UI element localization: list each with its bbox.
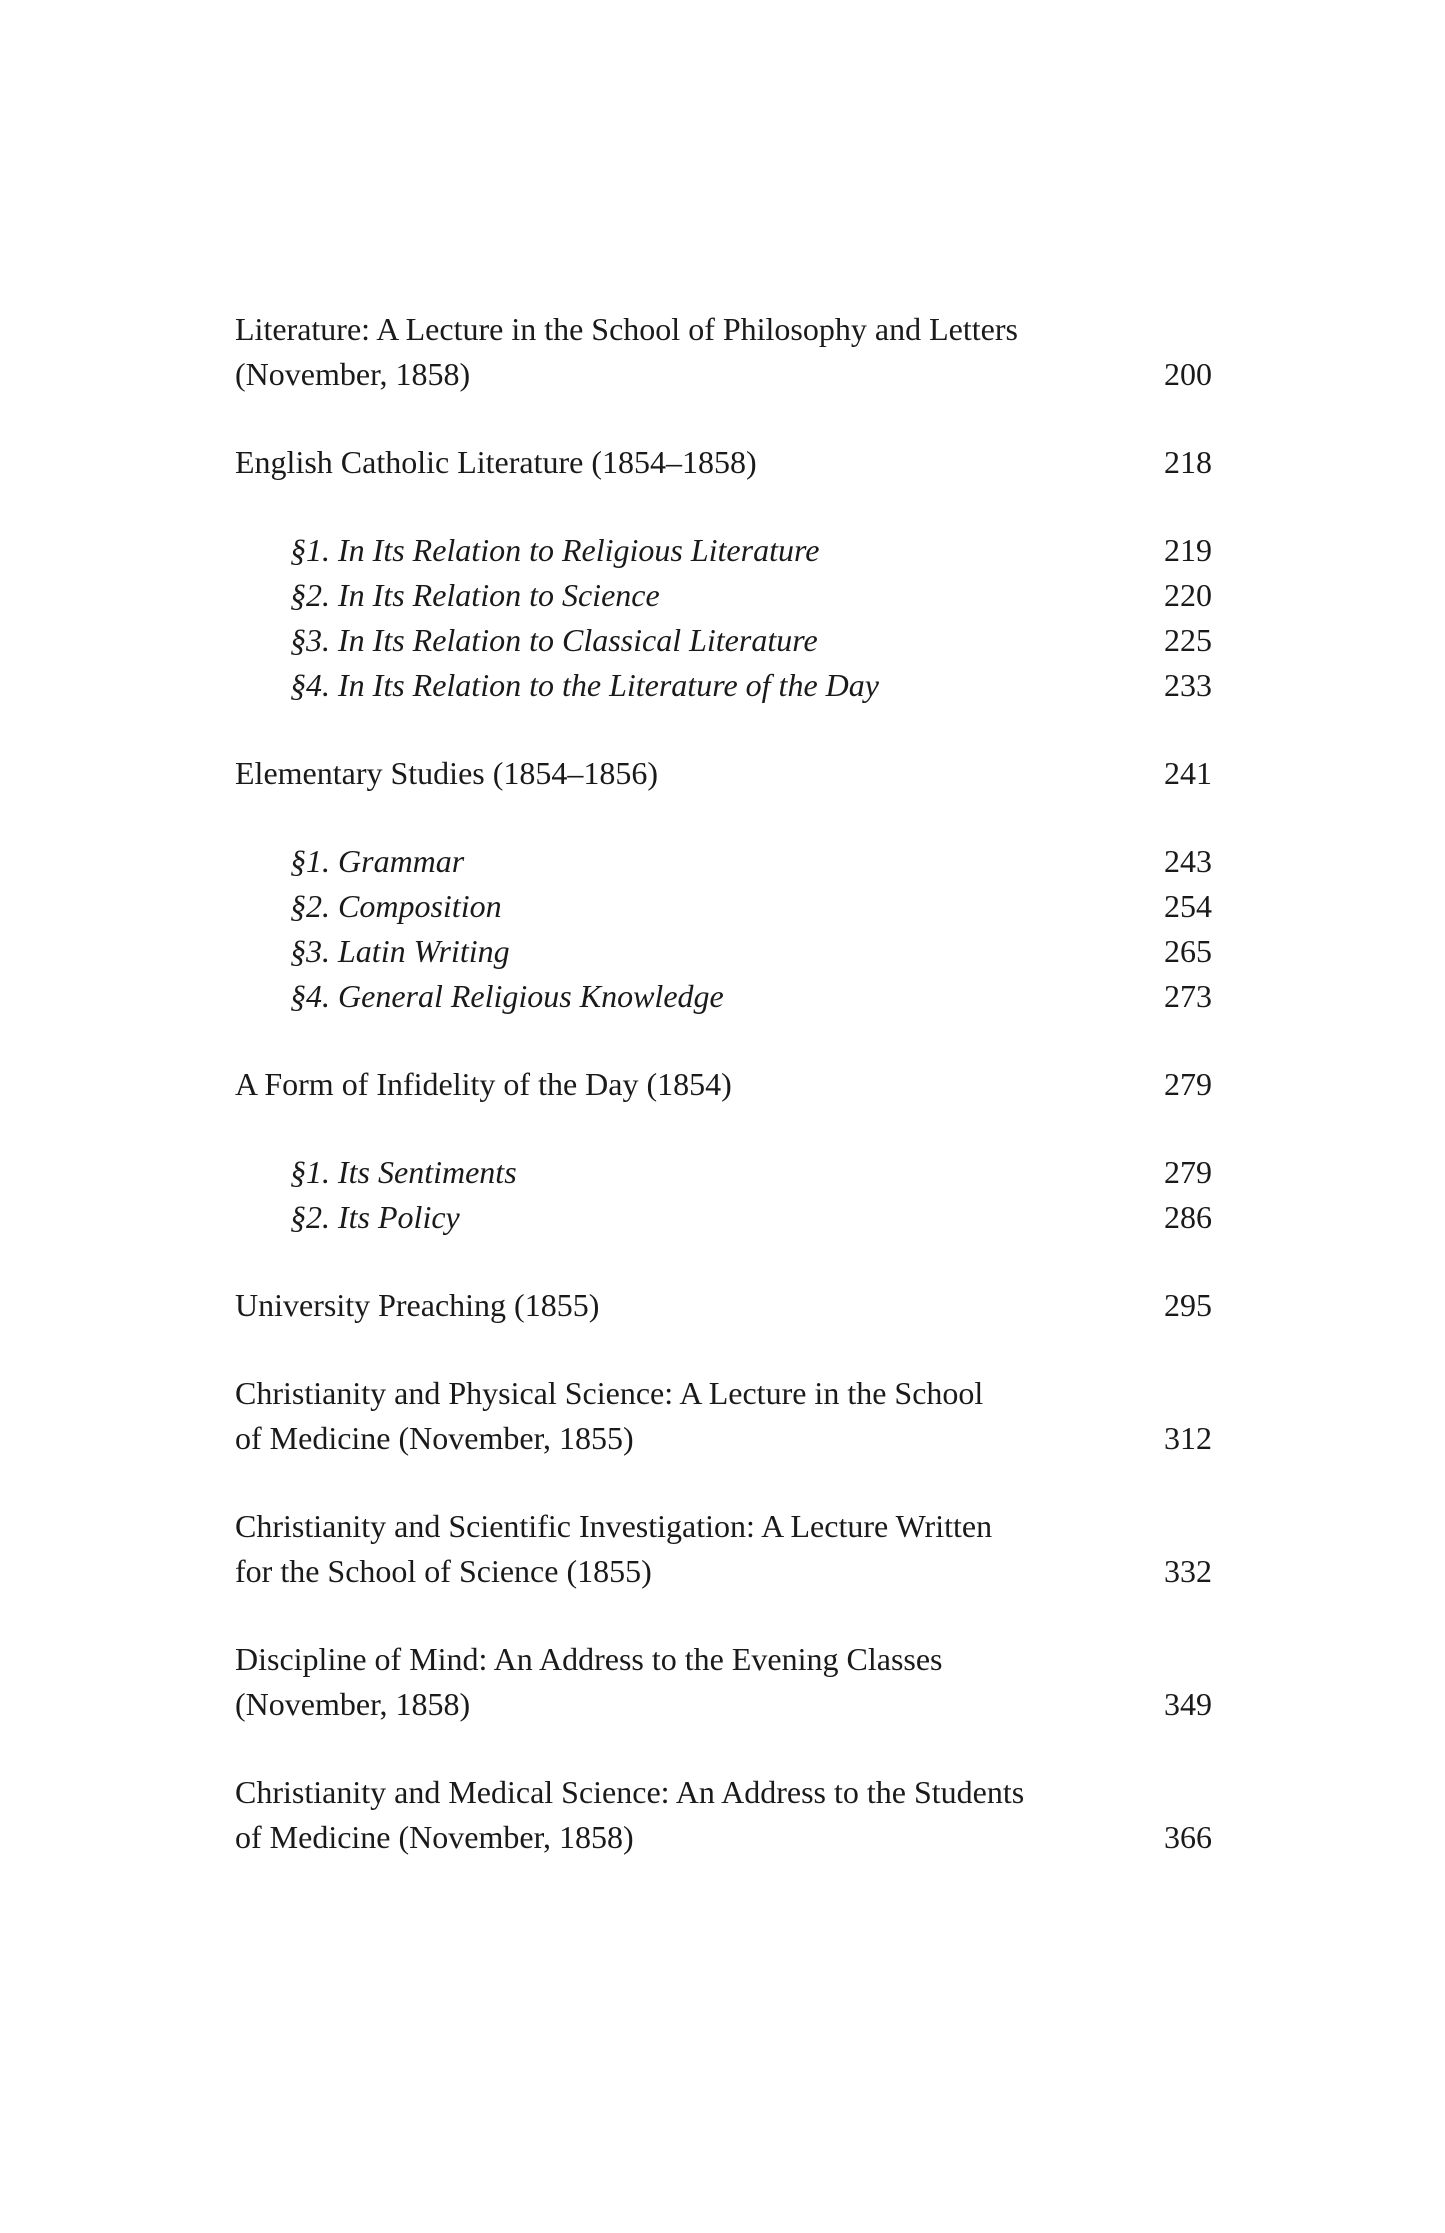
toc-entry-section	[235, 573, 1212, 618]
toc-entry-section	[235, 1150, 1212, 1195]
entry-title-line: Discipline of Mind: An Address to the Evening Classes	[235, 1641, 943, 1677]
page-number: 254	[1164, 888, 1212, 924]
entry-title-line: Literature: A Lecture in the School of Philosophy and Letters	[235, 311, 1018, 347]
entry-title	[235, 929, 1132, 974]
toc-entry-section	[235, 1195, 1212, 1240]
entry-title	[235, 1371, 1132, 1461]
entry-title	[235, 1062, 1132, 1107]
entry-title	[235, 1283, 1132, 1328]
toc-entry-chapter	[235, 1371, 1212, 1461]
toc-entry-chapter	[235, 751, 1212, 796]
page-number: 225	[1164, 622, 1212, 658]
table-of-contents	[235, 307, 1212, 1860]
entry-title-line: of Medicine (November, 1855)	[235, 1420, 634, 1456]
page-number: 218	[1164, 444, 1212, 480]
entry-title	[235, 573, 1132, 618]
entry-title	[235, 884, 1132, 929]
entry-title-line: §2. Its Policy	[290, 1199, 460, 1235]
entry-title-line: Christianity and Physical Science: A Lecture in the School	[235, 1375, 984, 1411]
section-group	[235, 1150, 1212, 1240]
entry-title	[235, 1770, 1132, 1860]
toc-entry-section	[235, 618, 1212, 663]
toc-entry-chapter	[235, 440, 1212, 485]
toc-entry-chapter	[235, 1283, 1212, 1328]
toc-entry-section	[235, 974, 1212, 1019]
entry-title	[235, 1150, 1132, 1195]
page-number: 233	[1164, 667, 1212, 703]
toc-entry-section	[235, 839, 1212, 884]
toc-entry-chapter	[235, 1504, 1212, 1594]
toc-entry-section	[235, 884, 1212, 929]
entry-title-line: Elementary Studies (1854–1856)	[235, 755, 659, 791]
page-number: 279	[1164, 1154, 1212, 1190]
page-number: 279	[1164, 1066, 1212, 1102]
page-number: 286	[1164, 1199, 1212, 1235]
entry-title-line: English Catholic Literature (1854–1858)	[235, 444, 757, 480]
entry-title-line: §4. In Its Relation to the Literature of the Day	[290, 667, 879, 703]
entry-title-line: §1. Its Sentiments	[290, 1154, 517, 1190]
toc-entry-section	[235, 528, 1212, 573]
entry-title	[235, 528, 1132, 573]
page-number: 295	[1164, 1287, 1212, 1323]
page-number: 241	[1164, 755, 1212, 791]
page-number: 243	[1164, 843, 1212, 879]
entry-title	[235, 974, 1132, 1019]
page-number: 200	[1164, 356, 1212, 392]
page-number: 220	[1164, 577, 1212, 613]
entry-title-line: §4. General Religious Knowledge	[290, 978, 724, 1014]
entry-title-line: §1. Grammar	[290, 843, 465, 879]
entry-title	[235, 1504, 1132, 1594]
page-number: 332	[1164, 1553, 1212, 1589]
entry-title	[235, 1637, 1132, 1727]
page-number: 366	[1164, 1819, 1212, 1855]
entry-title	[235, 751, 1132, 796]
entry-title-line: University Preaching (1855)	[235, 1287, 600, 1323]
page-number: 265	[1164, 933, 1212, 969]
toc-entry-chapter	[235, 307, 1212, 397]
entry-title-line: §3. Latin Writing	[290, 933, 510, 969]
entry-title	[235, 839, 1132, 884]
page-number: 219	[1164, 532, 1212, 568]
entry-title-line: for the School of Science (1855)	[235, 1553, 652, 1589]
entry-title	[235, 440, 1132, 485]
entry-title-line: (November, 1858)	[235, 1686, 471, 1722]
toc-entry-chapter	[235, 1062, 1212, 1107]
entry-title-line: §1. In Its Relation to Religious Literature	[290, 532, 820, 568]
entry-title-line: A Form of Infidelity of the Day (1854)	[235, 1066, 732, 1102]
entry-title-line: Christianity and Scientific Investigation: A Lecture Written	[235, 1508, 993, 1544]
entry-title-line: of Medicine (November, 1858)	[235, 1819, 634, 1855]
toc-entry-chapter	[235, 1770, 1212, 1860]
entry-title-line: (November, 1858)	[235, 356, 471, 392]
entry-title	[235, 307, 1132, 397]
section-group	[235, 839, 1212, 1019]
page-number: 349	[1164, 1686, 1212, 1722]
toc-entry-section	[235, 663, 1212, 708]
entry-title	[235, 1195, 1132, 1240]
entry-title-line: §2. Composition	[290, 888, 502, 924]
entry-title-line: §2. In Its Relation to Science	[290, 577, 660, 613]
toc-entry-chapter	[235, 1637, 1212, 1727]
toc-entry-section	[235, 929, 1212, 974]
entry-title-line: Christianity and Medical Science: An Address to the Students	[235, 1774, 1025, 1810]
entry-title	[235, 663, 1132, 708]
entry-title	[235, 618, 1132, 663]
page-number: 273	[1164, 978, 1212, 1014]
page-number: 312	[1164, 1420, 1212, 1456]
section-group	[235, 528, 1212, 708]
entry-title-line: §3. In Its Relation to Classical Literature	[290, 622, 818, 658]
